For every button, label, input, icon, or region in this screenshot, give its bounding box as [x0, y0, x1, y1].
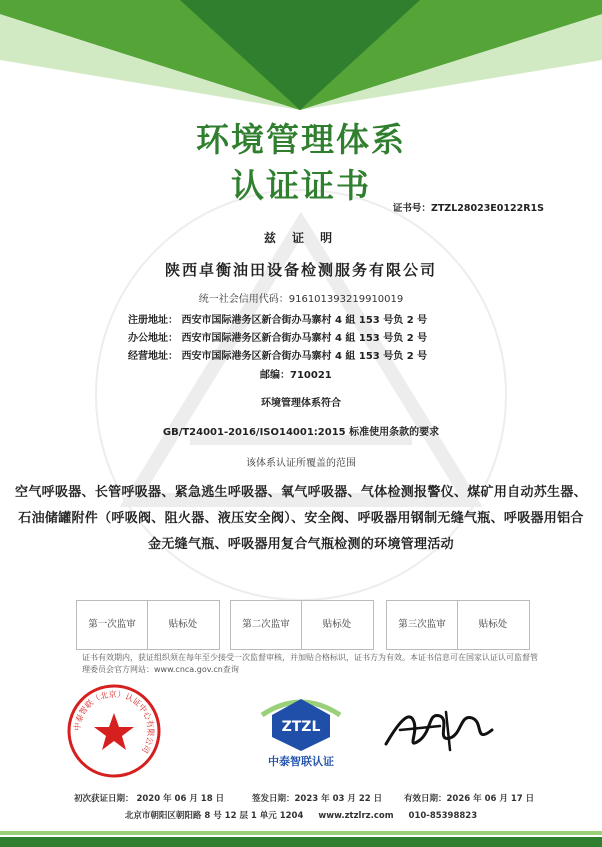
- seal-text: 中泰智联（北京）认证中心有限公司: [72, 689, 156, 755]
- certificate-title-line2: 认证证书: [231, 166, 371, 205]
- footer-phone: 010-85398823: [408, 811, 478, 821]
- logo-mark: ZTZL: [281, 719, 321, 735]
- certificate-number-value: ZTZL28023E0122R1S: [430, 203, 544, 214]
- handwritten-signature-icon: [380, 700, 500, 760]
- audit-label: 第三次监审: [387, 601, 458, 649]
- logo-name: 中泰智联认证: [268, 755, 334, 768]
- issue-date: 签发日期：2023 年 03 月 22 日: [252, 794, 383, 804]
- ztzl-logo-icon: [254, 693, 348, 769]
- hereby-certify: 兹 证 明: [263, 231, 339, 245]
- certificate-number-label: 证书号：: [392, 203, 431, 214]
- credit-code: 统一社会信用代码：916101393219910019: [198, 294, 404, 305]
- sticker-area: 贴标处: [478, 619, 508, 630]
- official-seal-icon: [66, 683, 162, 779]
- postcode: 邮编：710021: [260, 370, 332, 381]
- conformity-statement: 环境管理体系符合: [261, 398, 341, 409]
- registered-address: 注册地址： 西安市国际港务区新合街办马寨村 4 組 153 号负 2 号: [128, 315, 428, 326]
- certificate-title-line1: 环境管理体系: [196, 120, 406, 159]
- footer-website: www.ztzlrz.com: [318, 811, 394, 821]
- scope-text: 空气呼吸器、长管呼吸器、紧急逃生呼吸器、氧气呼吸器、气体检测报警仪、煤矿用自动苏生器、石油储罐附件（呼吸阀、阻火器、液压安全阀）、安全阀、呼吸器用钢制无缝气瓶、呼吸器用铝合金无缝气瓶、呼吸器用复合气瓶检测的环境管理活动: [15, 485, 587, 552]
- audit-box-2: [230, 600, 374, 650]
- footer-contact: [0, 809, 602, 821]
- sticker-area: 贴标处: [322, 619, 352, 630]
- scope-header: 该体系认证所覆盖的范围: [246, 458, 356, 469]
- office-address: 办公地址： 西安市国际港务区新合街办马寨村 4 組 153 号负 2 号: [128, 333, 428, 344]
- company-name: 陕西卓衡油田设备检测服务有限公司: [164, 261, 437, 279]
- validity-note: 证书有效期内，获证组织须在每年至少接受一次监督审核，并加贴合格标识，证书方为有效。本证书信息可在国家认证认可监督管理委员会官方网站：www.cnca.gov.cn查询: [82, 653, 538, 674]
- standard: GB/T24001-2016/ISO14001:2015 标准使用条款的要求: [162, 427, 440, 438]
- audit-box-1: [76, 600, 220, 650]
- sticker-area: 贴标处: [168, 619, 198, 630]
- audit-box-3: [386, 600, 530, 650]
- first-issue-date: 初次获证日期： 2020 年 06 月 18 日: [74, 794, 225, 804]
- valid-until-date: 有效日期：2026 年 06 月 17 日: [404, 794, 535, 804]
- certificate-number: [393, 200, 544, 214]
- operating-address: 经营地址： 西安市国际港务区新合街办马寨村 4 組 153 号负 2 号: [128, 351, 428, 362]
- footer-address: 北京市朝阳区朝阳路 8 号 12 层 1 单元 1204: [124, 811, 304, 821]
- audit-label: 第一次监审: [77, 601, 148, 649]
- audit-label: 第二次监审: [231, 601, 302, 649]
